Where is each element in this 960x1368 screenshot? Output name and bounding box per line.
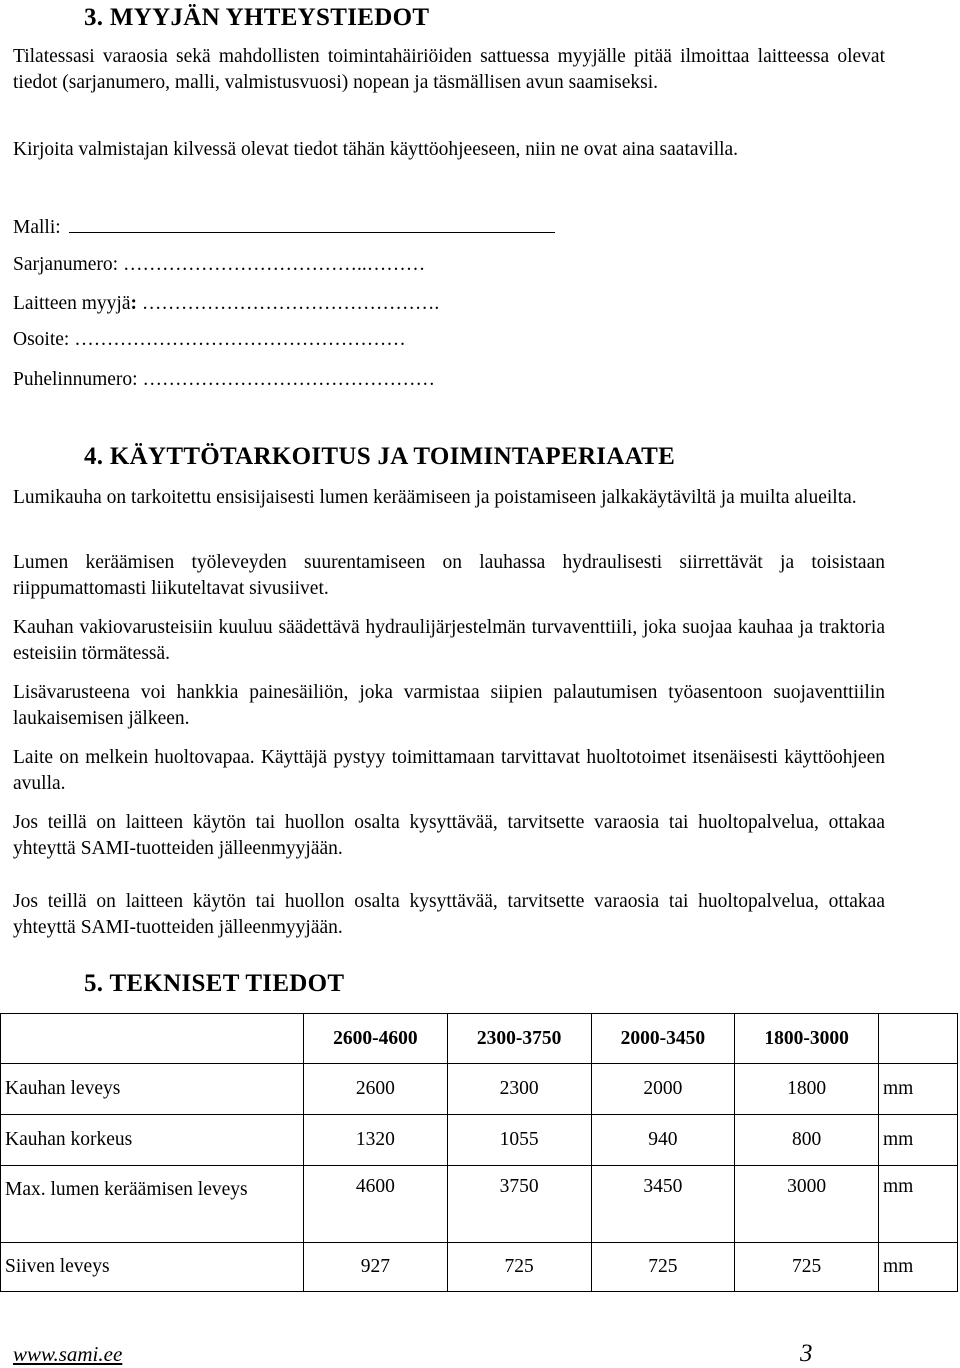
- table-cell: 1055: [447, 1115, 591, 1166]
- phone-blank: ………………………………………: [142, 369, 435, 390]
- seller-colon: :: [130, 293, 137, 314]
- table-cell: 725: [447, 1243, 591, 1292]
- table-cell: 2300: [447, 1064, 591, 1115]
- table-row: [1, 1166, 958, 1243]
- section-3-title: 3. MYYJÄN YHTEYSTIEDOT: [84, 4, 430, 31]
- table-cell: Kauhan leveys: [1, 1064, 304, 1115]
- table-cell: 4600: [304, 1166, 448, 1243]
- page-number: 3: [800, 1340, 813, 1367]
- section-3-paragraph-2: Kirjoita valmistajan kilvessä olevat tiedot tähän käyttöohjeeseen, niin ne ovat aina saatavilla.: [13, 139, 739, 160]
- table-cell: mm: [879, 1064, 958, 1115]
- address-blank: ……………………………………………: [74, 329, 406, 350]
- table-cell: 2600: [304, 1064, 448, 1115]
- section-4-paragraph: Kauhan vakiovarusteisiin kuuluu säädettävä hydraulijärjestelmän turvaventtiili, joka suojaa kauhaa ja traktoria esteisiin törmätessä.: [13, 617, 885, 664]
- table-row: [1, 1243, 958, 1292]
- table-cell: 940: [591, 1115, 735, 1166]
- table-cell: Siiven leveys: [1, 1243, 304, 1292]
- address-label: Osoite:: [13, 329, 70, 350]
- section-4-paragraph: Jos teillä on laitteen käytön tai huollon osalta kysyttävää, tarvitsette varaosia tai huoltopalvelua, ottakaa yhteyttä SAMI-tuotteiden jälleenmyyjään.: [13, 812, 885, 859]
- table-cell: 800: [735, 1115, 879, 1166]
- section-4-paragraph: Lumen keräämisen työleveyden suurentamiseen on lauhassa hydraulisesti siirrettävät ja toisistaan riippumattomasti liikuteltavat sivusiivet.: [13, 552, 885, 599]
- model-blank-line: [69, 214, 555, 233]
- table-cell: 3450: [591, 1166, 735, 1243]
- table-cell: 725: [735, 1243, 879, 1292]
- table-header-cell: 2300-3750: [447, 1014, 591, 1064]
- model-label: Malli:: [13, 217, 61, 238]
- table-header-cell: 2000-3450: [591, 1014, 735, 1064]
- table-cell: 1800: [735, 1064, 879, 1115]
- table-header-cell: 2600-4600: [304, 1014, 448, 1064]
- table-cell: Kauhan korkeus: [1, 1115, 304, 1166]
- table-header-cell: [1, 1014, 304, 1064]
- footer-website-link[interactable]: www.sami.ee: [13, 1342, 123, 1366]
- model-field: [13, 214, 555, 239]
- seller-field: [13, 293, 439, 315]
- section-3-paragraph-1: Tilatessasi varaosia sekä mahdollisten toimintahäiriöiden sattuessa myyjälle pitää ilmoittaa laitteessa olevat tiedot (sarjanumero, malli, valmistusvuosi) nopean ja täsmällisen avun saamiseksi.: [13, 46, 885, 93]
- section-4-title: 4. KÄYTTÖTARKOITUS JA TOIMINTAPERIAATE: [84, 443, 676, 470]
- table-cell: mm: [879, 1243, 958, 1292]
- section-4-paragraph: Lisävarusteena voi hankkia painesäiliön, joka varmistaa siipien palautumisen työasentoon suojaventtiilin laukaisemisen jälkeen.: [13, 682, 885, 729]
- table-cell: Max. lumen keräämisen leveys: [1, 1166, 304, 1243]
- phone-field: [13, 369, 435, 391]
- technical-specs-table: [0, 1013, 958, 1292]
- section-4-paragraph: Lumikauha on tarkoitettu ensisijaisesti lumen keräämiseen ja poistamiseen jalkakäytäviltä ja muilta alueilta.: [13, 487, 857, 508]
- table-header-cell: 1800-3000: [735, 1014, 879, 1064]
- section-4-paragraph: Jos teillä on laitteen käytön tai huollon osalta kysyttävää, tarvitsette varaosia tai huoltopalvelua, ottakaa yhteyttä SAMI-tuotteiden jälleenmyyjään.: [13, 891, 885, 938]
- serial-number-field: [13, 254, 425, 276]
- table-row: [1, 1064, 958, 1115]
- table-cell: 3000: [735, 1166, 879, 1243]
- phone-label: Puhelinnumero:: [13, 369, 138, 390]
- table-header-cell: [879, 1014, 958, 1064]
- address-field: [13, 329, 406, 351]
- table-cell: 725: [591, 1243, 735, 1292]
- seller-label: Laitteen myyjä: [13, 293, 131, 314]
- serial-number-label: Sarjanumero:: [13, 254, 119, 275]
- section-5-title: 5. TEKNISET TIEDOT: [84, 970, 345, 997]
- seller-blank: ……………………………………….: [141, 293, 440, 314]
- table-cell: 3750: [447, 1166, 591, 1243]
- table-cell: 2000: [591, 1064, 735, 1115]
- table-cell: 927: [304, 1243, 448, 1292]
- table-cell: mm: [879, 1115, 958, 1166]
- serial-number-blank: ………………………………..………: [122, 254, 426, 275]
- section-4-paragraph: Laite on melkein huoltovapaa. Käyttäjä pystyy toimittamaan tarvittavat huoltotoimet itsenäisesti käyttöohjeen avulla.: [13, 747, 885, 794]
- table-header-row: [1, 1014, 958, 1064]
- table-row: [1, 1115, 958, 1166]
- table-cell: mm: [879, 1166, 958, 1243]
- table-cell: 1320: [304, 1115, 448, 1166]
